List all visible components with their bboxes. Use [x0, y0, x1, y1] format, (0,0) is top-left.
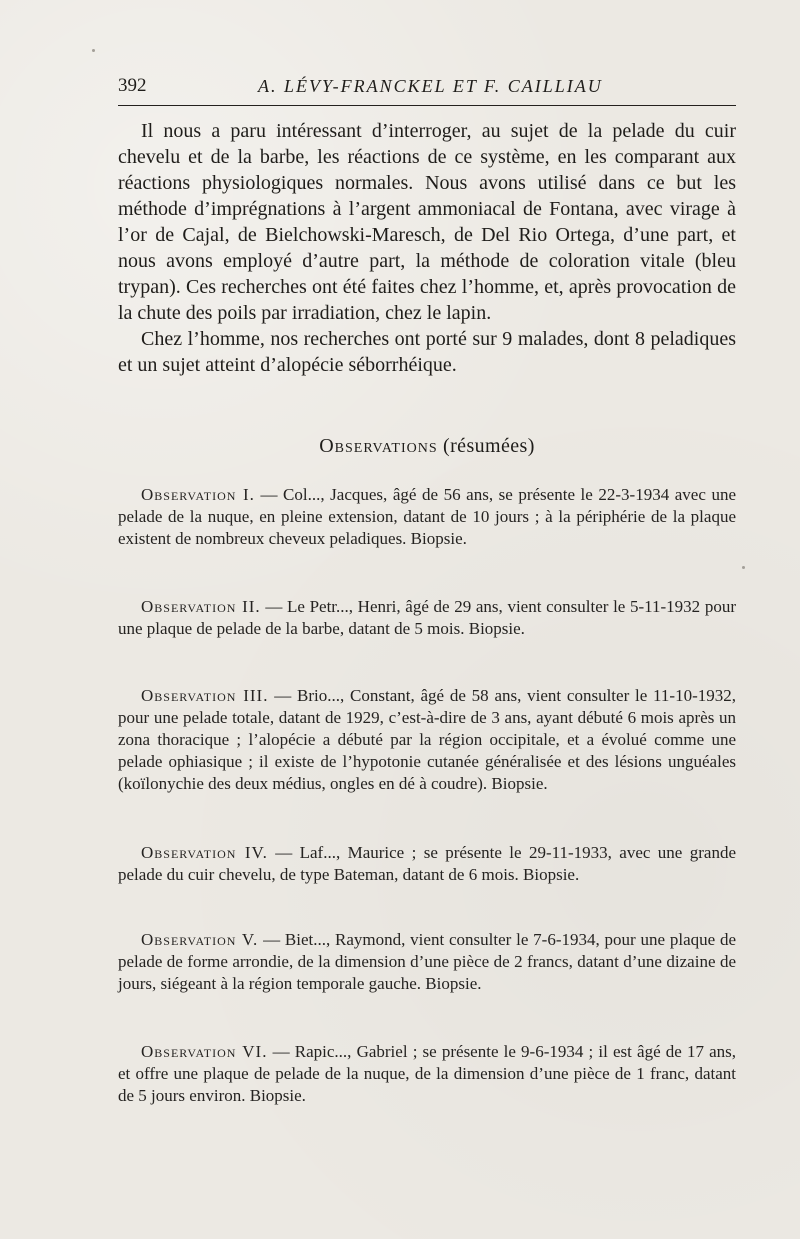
- body-paragraph-1: Il nous a paru intéressant d’interroger, au sujet de la pelade du cuir chevelu et de la barbe, les réactions de ce système, en les comparant aux réactions physiologiques normales. Nous avons utilisé dans ce but les méthode d’imprégnations à l’argent ammoniacal de Fontana, avec virage à l’or de Cajal, de Bielchowski-Maresch, de Del Rio Ortega, d’une part, et nous avons employé d’autre part, la méthode de coloration vitale (bleu trypan). Ces recherches ont été faites chez l’homme, et, après provocation de la chute des poils par irradiation, chez le lapin.: [118, 120, 736, 324]
- observation-label: Observation VI.: [141, 1042, 268, 1061]
- observation-label: Observation V.: [141, 930, 259, 949]
- observation-text: — Rapic..., Gabriel ; se présente le 9-6-1934 ; il est âgé de 17 ans, et offre une plaque de pelade de la nuque, de la dimension d’une pièce de 1 franc, datant de 5 jours environ. Biopsie.: [118, 1042, 737, 1105]
- body-paragraph-2: Chez l’homme, nos recherches ont porté sur 9 malades, dont 8 peladiques et un sujet atteint d’alopécie séborrhéique.: [118, 328, 736, 376]
- observation-entry: [118, 596, 736, 640]
- observation-label: Observation III.: [141, 686, 269, 705]
- margin-dot-left: [92, 49, 95, 52]
- observation-entry: [118, 842, 736, 886]
- observation-text: — Laf..., Maurice ; se présente le 29-11-1933, avec une grande pelade du cuir chevelu, de type Bateman, datant de 6 mois. Biopsie.: [118, 843, 736, 884]
- observation-label: Observation I.: [141, 485, 255, 504]
- observation-text: — Col..., Jacques, âgé de 56 ans, se présente le 22-3-1934 avec une pelade de la nuque, en pleine extension, datant de 10 jours ; à la périphérie de la plaque existent de nombreux cheveux peladiques. Biopsie.: [118, 485, 737, 548]
- observation-entry: [118, 685, 736, 795]
- margin-dot-right: [742, 566, 745, 569]
- introductory-text: [118, 118, 736, 378]
- observation-text: — Biet..., Raymond, vient consulter le 7-6-1934, pour une plaque de pelade de forme arrondie, de la dimension d’une pièce de 2 francs, datant d’une dizaine de jours, siégeant à la région temporale gauche. Biopsie.: [118, 930, 737, 993]
- observation-entry: [118, 1041, 736, 1107]
- section-title: [118, 433, 736, 459]
- observation-entry: [118, 484, 736, 550]
- observation-label: Observation IV.: [141, 843, 268, 862]
- header-rule: [118, 105, 736, 106]
- page-header: [118, 74, 736, 98]
- section-title-sub: (résumées): [443, 435, 535, 457]
- running-head: A. LÉVY-FRANCKEL ET F. CAILLIAU: [258, 76, 603, 96]
- observation-label: Observation II.: [141, 597, 261, 616]
- observation-entry: [118, 929, 736, 995]
- section-title-main: Observations: [319, 435, 438, 457]
- observation-text: — Brio..., Constant, âgé de 58 ans, vient consulter le 11-10-1932, pour une pelade totale, datant de 1929, c’est-à-dire de 3 ans, ayant débuté 6 mois après un zona thoracique ; l’alopécie a débuté par la région occipitale, et a évolué comme une pelade ophiasique ; il existe de l’hypotonie cutanée généralisée et des lésions unguéales (koïlonychie des deux médius, ongles en dé à coudre). Biopsie.: [118, 686, 736, 793]
- page-number: 392: [118, 75, 147, 96]
- observation-text: — Le Petr..., Henri, âgé de 29 ans, vient consulter le 5-11-1932 pour une plaque de pelade de la barbe, datant de 5 mois. Biopsie.: [118, 597, 736, 638]
